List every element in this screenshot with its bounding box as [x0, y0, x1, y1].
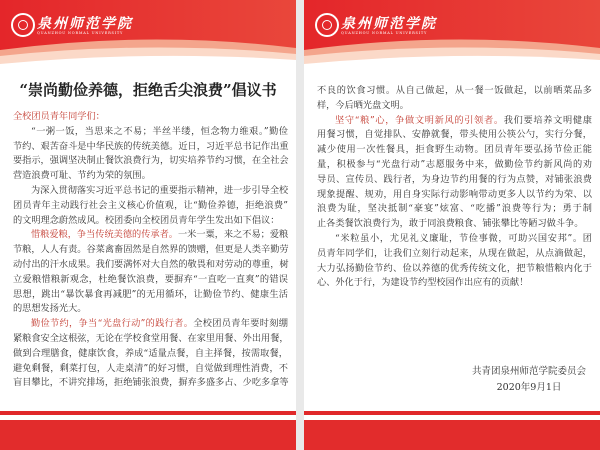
signature-org: 共青团泉州师范学院委员会: [471, 366, 586, 377]
letterhead-header: [0, 0, 296, 72]
line-text: 减少使用一次性餐具，拒食野生动物。团员青年要弘扬节俭正能: [317, 144, 592, 156]
text-line: [317, 217, 592, 232]
text-line: [13, 376, 288, 391]
footer-band: [304, 420, 600, 450]
highlighted-heading: 惜粮爱粮，争当传统美德的传承者。: [31, 229, 178, 241]
highlighted-heading: 全校团员青年同学们：: [13, 111, 105, 122]
line-text: 要指示，强调坚决制止餐饮浪费行为，切实培养节约习惯，在全社会: [13, 155, 289, 167]
text-line: [13, 362, 288, 377]
text-line: [13, 199, 288, 214]
line-text: 的思想发扬光大。: [13, 303, 87, 315]
university-logo-icon: [11, 13, 35, 37]
text-line: [317, 247, 592, 262]
text-line: [317, 232, 592, 247]
line-text: 浪费为耻，坚决抵制“豪宴”炫富、“吃播”浪费等行为；勇于制: [317, 203, 592, 215]
highlighted-heading: 勤俭节约，争当“光盘行动”的践行者。: [31, 318, 194, 330]
line-text: 的文明理念蔚然成风。校团委向全校团员青年学生发出如下倡议：: [13, 214, 280, 226]
text-line: [13, 184, 288, 199]
line-text: 为深入贯彻落实习近平总书记的重要指示精神，进一步引导全校: [31, 184, 289, 196]
footer-divider: [0, 411, 296, 415]
line-text: 现象提醒、规劝，用自身实际行动影响带动更多人以节约为荣、以: [317, 188, 592, 200]
line-text: 不良的饮食习惯。从自己做起，从一餐一饭做起，以前晒菜品多: [317, 85, 592, 96]
text-line: [13, 140, 288, 155]
text-line: [317, 173, 592, 188]
line-text: 盲目攀比，不讲究排场，拒绝铺张浪费，摒弃多盛多占、少吃多拿等: [13, 377, 289, 389]
text-line: [13, 125, 288, 140]
line-text: 节粮，人人有责。谷菜禽畜固然是自然界的馈赠，但更是人类辛勤劳: [13, 244, 289, 256]
text-line: [13, 332, 288, 347]
line-text: “一粥一饭，当思来之不易；半丝半缕，恒念物力维艰。”勤俭: [31, 125, 288, 137]
school-name: 泉州师范学院: [37, 16, 133, 32]
line-text: 我们要培养文明健康: [503, 114, 592, 126]
school-name-en: QUANZHOU NORMAL UNIVERSITY: [341, 31, 428, 35]
signature-block: [472, 364, 586, 396]
line-text: 用餐习惯，自觉排队、安静就餐，带头使用公筷公勺，实行分餐，: [317, 129, 592, 141]
line-text: 量，积极参与“光盘行动”志愿服务中来，做勤俭节约新风尚的劝: [317, 158, 592, 170]
signature-date: 2020年9月1日: [496, 382, 562, 393]
line-text: 一米一粟，来之不易；爱粮: [178, 229, 289, 241]
line-text: 止各类餐饮浪费行为，敢于同浪费粮食、铺张攀比等陋习做斗争。: [317, 218, 584, 230]
text-line: [13, 228, 288, 243]
text-line: [317, 128, 592, 143]
text-line: [317, 188, 592, 203]
document-title: “崇尚勤俭养德，拒绝舌尖浪费”倡议书: [19, 81, 277, 99]
footer-band: [0, 420, 296, 450]
line-text: 紧粮食安全这根弦，无论在学校食堂用餐、在家里用餐、外出用餐，: [13, 332, 289, 344]
text-line: [317, 202, 592, 217]
line-text: 思想，跳出“暴饮暴食再减肥”的无用循环，让勤俭节约、健康生活: [13, 288, 288, 300]
document-body-left: [13, 110, 288, 391]
text-line: [317, 114, 592, 129]
line-text: 大力弘扬勤俭节约、俭以养德的优秀传统文化，把节粮惜粮内化于: [317, 262, 592, 274]
text-line: [13, 154, 288, 169]
line-text: 立爱粮惜粮新观念，杜绝餐饮浪费，要摒弃“一直吃一直爽”的错误: [13, 273, 288, 285]
highlighted-heading: 坚守“粮”心，争做文明新风的引领者。: [335, 114, 504, 126]
text-line: [13, 258, 288, 273]
text-line: [317, 276, 592, 291]
text-line: [13, 347, 288, 362]
text-line: [13, 110, 288, 125]
line-text: 导员、宣传员、践行者，为身边节约用餐的行为点赞，对铺张浪费: [317, 173, 592, 185]
line-text: 节约、艰苦奋斗是中华民族的传统美德。近日，习近平总书记作出重: [13, 140, 289, 152]
page-right: [304, 0, 600, 450]
text-line: [13, 273, 288, 288]
line-text: 避免剩餐，剩菜打包，人走桌清”的好习惯，自觉做到理性消费，不: [13, 362, 288, 374]
university-logo-icon: [315, 13, 339, 37]
page-left: [0, 0, 296, 450]
text-line: [13, 243, 288, 258]
school-name: 泉州师范学院: [341, 16, 437, 32]
text-line: [13, 317, 288, 332]
document-body-right: [317, 84, 592, 291]
header-banner: [0, 0, 296, 72]
line-text: 心、外化于行，为建设节约型校园作出应有的贡献！: [317, 277, 529, 289]
text-line: [317, 158, 592, 173]
text-line: [317, 262, 592, 277]
line-text: 营造浪费可耻、节约为荣的氛围。: [13, 170, 151, 182]
line-text: 样，今后晒光盘文明。: [317, 99, 409, 111]
text-line: [13, 169, 288, 184]
line-text: 全校团员青年要时刻绷: [193, 318, 288, 330]
text-line: [13, 302, 288, 317]
school-name-en: QUANZHOU NORMAL UNIVERSITY: [37, 31, 124, 35]
line-text: 动付出的汗水成果。我们要满怀对大自然的敬畏和对劳动的尊重，树: [13, 258, 289, 270]
footer-divider: [304, 411, 600, 415]
line-text: 团员青年主动践行社会主义核心价值观，让“勤俭养德，拒绝浪费”: [13, 199, 288, 211]
text-line: [317, 84, 592, 99]
line-text: “米粒虽小，尤见礼义廉耻，节俭事微，可助兴国安邦”。团: [335, 232, 592, 244]
text-line: [317, 99, 592, 114]
letterhead-header: [304, 0, 600, 72]
header-banner: [304, 0, 600, 72]
line-text: 做到合理膳食，健康饮食，养成“适量点餐，自主择餐，按需取餐，: [13, 347, 288, 359]
line-text: 员青年同学们，让我们立刻行动起来，从现在做起，从点滴做起，: [317, 247, 592, 259]
text-line: [317, 143, 592, 158]
text-line: [13, 214, 288, 229]
text-line: [13, 288, 288, 303]
